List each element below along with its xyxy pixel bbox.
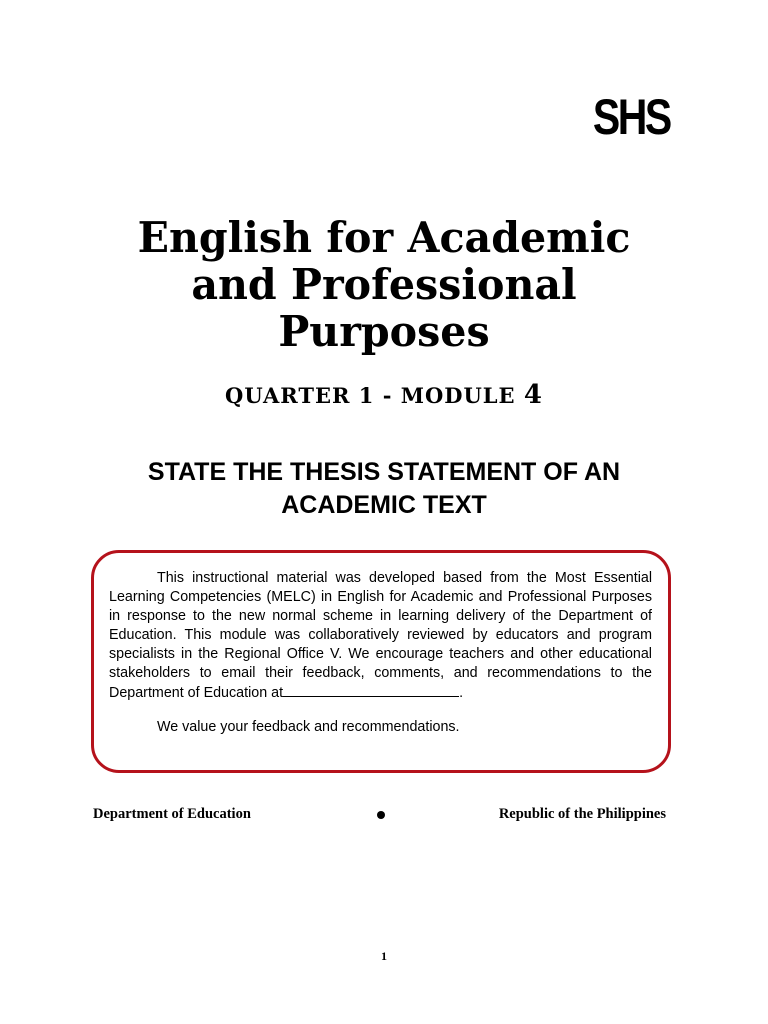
module-number: 4 bbox=[523, 380, 543, 410]
subtitle-line-2: ACADEMIC TEXT bbox=[281, 491, 487, 519]
notice-box bbox=[91, 550, 671, 773]
footer-department: Department of Education bbox=[93, 806, 251, 822]
notice-paragraph-1 bbox=[109, 569, 652, 703]
quarter-prefix: QUARTER 1 - MODULE bbox=[225, 383, 524, 408]
notice-paragraph-1-text: This instructional material was developed based from the Most Essential Learning Competencies (MELC) in English for Academic and Professional Purposes in response to the new normal scheme in learning delivery of the Department of Education. This module was collaboratively reviewed by educators and program specialists in the Regional Office V. We encourage teachers and other educational stakeholders to email their feedback, comments, and recommendations to the Department of Education at bbox=[109, 570, 652, 701]
notice-paragraph-1-end: . bbox=[459, 685, 464, 701]
title-line-1: English for Academic bbox=[137, 213, 631, 262]
shs-badge: SHS bbox=[593, 89, 670, 145]
title-line-3: Purposes bbox=[278, 307, 490, 356]
footer-republic: Republic of the Philippines bbox=[498, 806, 666, 822]
subtitle-line-1: STATE THE THESIS STATEMENT OF AN bbox=[147, 458, 621, 486]
notice-paragraph-2: We value your feedback and recommendations. bbox=[157, 719, 460, 735]
bullet-icon bbox=[377, 811, 385, 819]
title-line-2: and Professional bbox=[191, 260, 577, 309]
quarter-module-label bbox=[0, 380, 768, 410]
document-title bbox=[8, 214, 761, 355]
email-blank-line bbox=[283, 683, 459, 697]
module-subtitle bbox=[0, 456, 768, 522]
page-number: 1 bbox=[381, 949, 387, 963]
